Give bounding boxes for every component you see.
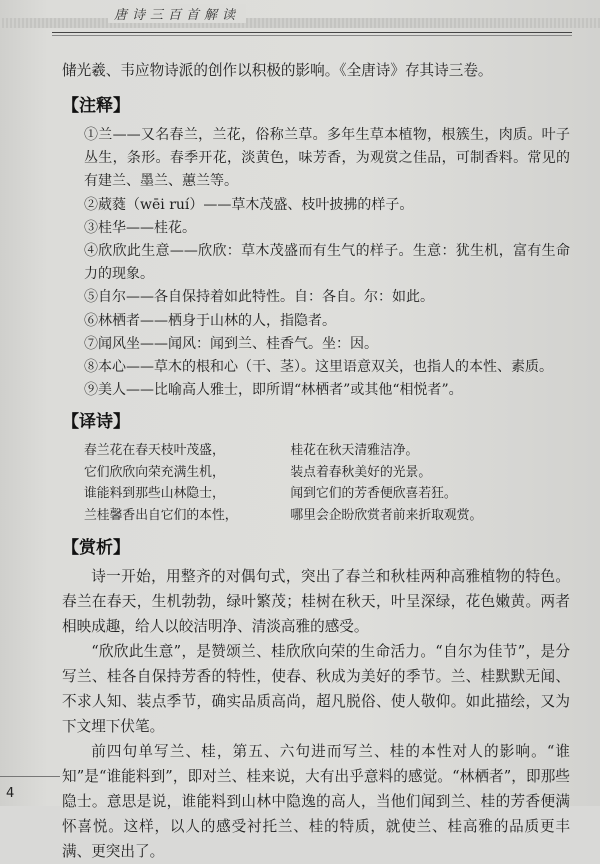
header-pattern-band (0, 18, 600, 28)
poem-line-right: 桂花在秋天清雅洁净。 (290, 443, 419, 459)
poem-line-left: 谁能料到那些山林隐士， (84, 486, 225, 502)
header-title: 唐诗三百首解读 (108, 4, 246, 23)
note-item: ④欣欣此生意——欣欣：草木茂盛而有生气的样子。生意：犹生机，富有生命力的现象。 (84, 243, 570, 283)
running-header (0, 0, 600, 48)
page-content (62, 58, 570, 864)
note-item: ②葳蕤（wēi ruí）——草木茂盛、枝叶披拂的样子。 (84, 196, 414, 213)
notes-heading: 【注释】 (62, 96, 130, 116)
footer-rule (0, 776, 60, 777)
header-rule-thin (52, 35, 572, 36)
poem-row (62, 483, 570, 505)
poem-row (62, 462, 570, 484)
analysis-body (62, 564, 570, 864)
note-item: ⑤自尔——各自保持着如此特性。自：各自。尔：如此。 (84, 289, 434, 306)
poem-line-right: 哪里会企盼欣赏者前来折取观赏。 (290, 507, 483, 523)
poem-row (62, 440, 570, 462)
page-number: 4 (6, 786, 15, 801)
analysis-heading: 【赏析】 (62, 538, 130, 559)
poem-line-right: 闻到它们的芳香便欣喜若狂。 (290, 486, 457, 502)
note-item: ①兰——又名春兰，兰花，俗称兰草。多年生草本植物，根簇生，肉质。叶子丛生，条形。春季开花，淡黄色，味芳香，为观赏之佳品，可制香料。常见的有建兰、墨兰、蕙兰等。 (84, 127, 570, 190)
intro-paragraph: 储光羲、韦应物诗派的创作以积极的影响。《全唐诗》存其诗三卷。 (62, 62, 493, 79)
poem-line-right: 装点着春秋美好的光景。 (290, 464, 432, 480)
note-item: ⑧本心——草木的根和心（干、茎）。这里语意双关，也指人的本性、素质。 (84, 359, 553, 376)
note-item: ⑨美人——比喻高人雅士，即所谓“林栖者”或其他“相悦者”。 (84, 382, 463, 399)
poem-line-left: 春兰花在春天枝叶茂盛， (84, 443, 225, 459)
translation-heading: 【译诗】 (62, 412, 130, 433)
header-rule (52, 32, 572, 33)
note-item: ③桂华——桂花。 (84, 219, 196, 236)
analysis-paragraph: “欣欣此生意”，是赞颂兰、桂欣欣向荣的生命活力。“自尔为佳节”，是分写兰、桂各自保持芳香的特性，使春、秋成为美好的季节。兰、桂默默无闻、不求人知、装点季节，确实品质高尚，超凡脱俗、使人敬仰。如此描绘，又为下文埋下伏笔。 (62, 643, 570, 736)
poem-line-left: 兰桂馨香出自它们的本性， (84, 507, 238, 523)
note-item: ⑥林栖者——栖身于山林的人，指隐者。 (84, 312, 336, 329)
translation-poem (62, 440, 570, 526)
notes-list (62, 124, 570, 402)
poem-row (62, 505, 570, 527)
note-item: ⑦闻风坐——闻风：闻到兰、桂香气。坐：因。 (84, 335, 378, 352)
analysis-paragraph: 前四句单写兰、桂，第五、六句进而写兰、桂的本性对人的影响。“谁知”是“谁能料到”，即对兰、桂来说，大有出乎意料的感觉。“林栖者”，即那些隐士。意思是说，谁能料到山林中隐逸的高人，当他们闻到兰、桂的芳香便满怀喜悦。这样，以人的感受衬托兰、桂的特质，就使兰、桂高雅的品质更丰满、更突出了。 (62, 743, 570, 861)
poem-line-left: 它们欣欣向荣充满生机， (84, 464, 225, 480)
analysis-paragraph: 诗一开始，用整齐的对偶句式，突出了春兰和秋桂两种高雅植物的特色。春兰在春天，生机勃勃，绿叶繁茂；桂树在秋天，叶呈深绿，花色嫩黄。两者相映成趣，给人以皎洁明净、清淡高雅的感受。 (62, 568, 570, 636)
